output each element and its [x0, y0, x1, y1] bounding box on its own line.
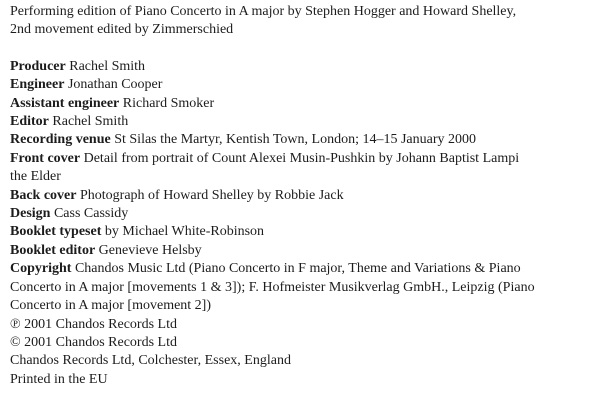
credit-value: Richard Smoker	[122, 95, 215, 111]
edition-note-line-2: 2nd movement edited by Zimmerschied	[10, 22, 234, 38]
credit-label: Editor	[10, 114, 49, 130]
printed-in: Printed in the EU	[10, 371, 108, 387]
credits-page	[10, 3, 595, 389]
credit-back-cover	[10, 187, 595, 205]
credit-value: Chandos Music Ltd (Piano Concerto in F major, Theme and Variations & Piano	[74, 261, 521, 277]
label-address: Chandos Records Ltd, Colchester, Essex, England	[10, 353, 291, 369]
credit-copyright-continued-1: Concerto in A major [movements 1 & 3]); F. Hofmeister Musikverlag GmbH., Leipzig (Piano	[10, 279, 535, 295]
credit-value: Detail from portrait of Count Alexei Musin-Pushkin by Johann Baptist Lampi	[83, 150, 520, 166]
credit-value: by Michael White-Robinson	[104, 224, 265, 240]
credit-booklet-typeset	[10, 223, 595, 241]
copyright-notice: © 2001 Chandos Records Ltd	[10, 334, 177, 350]
credit-design	[10, 205, 595, 223]
credits-list	[10, 58, 595, 389]
credit-front-cover-continued: the Elder	[10, 169, 61, 185]
credit-editor	[10, 113, 595, 131]
credit-label: Back cover	[10, 187, 77, 203]
credit-value: St Silas the Martyr, Kentish Town, London; 14–15 January 2000	[114, 132, 477, 148]
phonogram-notice: ℗ 2001 Chandos Records Ltd	[10, 316, 177, 332]
credit-label: Recording venue	[10, 132, 111, 148]
credit-label: Producer	[10, 58, 66, 74]
credit-assistant-engineer	[10, 95, 595, 113]
edition-note-line-1: Performing edition of Piano Concerto in A major by Stephen Hogger and Howard Shelley,	[10, 4, 517, 19]
credit-label: Booklet typeset	[10, 224, 102, 240]
credit-value: Jonathan Cooper	[67, 77, 163, 93]
credit-value: Photograph of Howard Shelley by Robbie Jack	[79, 187, 344, 203]
credit-recording-venue	[10, 131, 595, 149]
credit-producer	[10, 58, 595, 76]
credit-booklet-editor	[10, 242, 595, 260]
credit-label: Engineer	[10, 77, 65, 93]
credit-value: Genevieve Helsby	[98, 242, 202, 258]
credit-copyright	[10, 260, 595, 278]
credit-copyright-continued-2: Concerto in A major [movement 2])	[10, 298, 212, 314]
credit-label: Booklet editor	[10, 242, 96, 258]
edition-note	[10, 3, 595, 40]
credit-value: Rachel Smith	[52, 114, 129, 130]
credit-front-cover	[10, 150, 595, 168]
credit-label: Copyright	[10, 261, 72, 277]
credit-label: Design	[10, 206, 51, 222]
credit-engineer	[10, 76, 595, 94]
credit-label: Front cover	[10, 150, 81, 166]
credit-value: Cass Cassidy	[53, 206, 129, 222]
credit-value: Rachel Smith	[69, 58, 146, 74]
credit-label: Assistant engineer	[10, 95, 120, 111]
